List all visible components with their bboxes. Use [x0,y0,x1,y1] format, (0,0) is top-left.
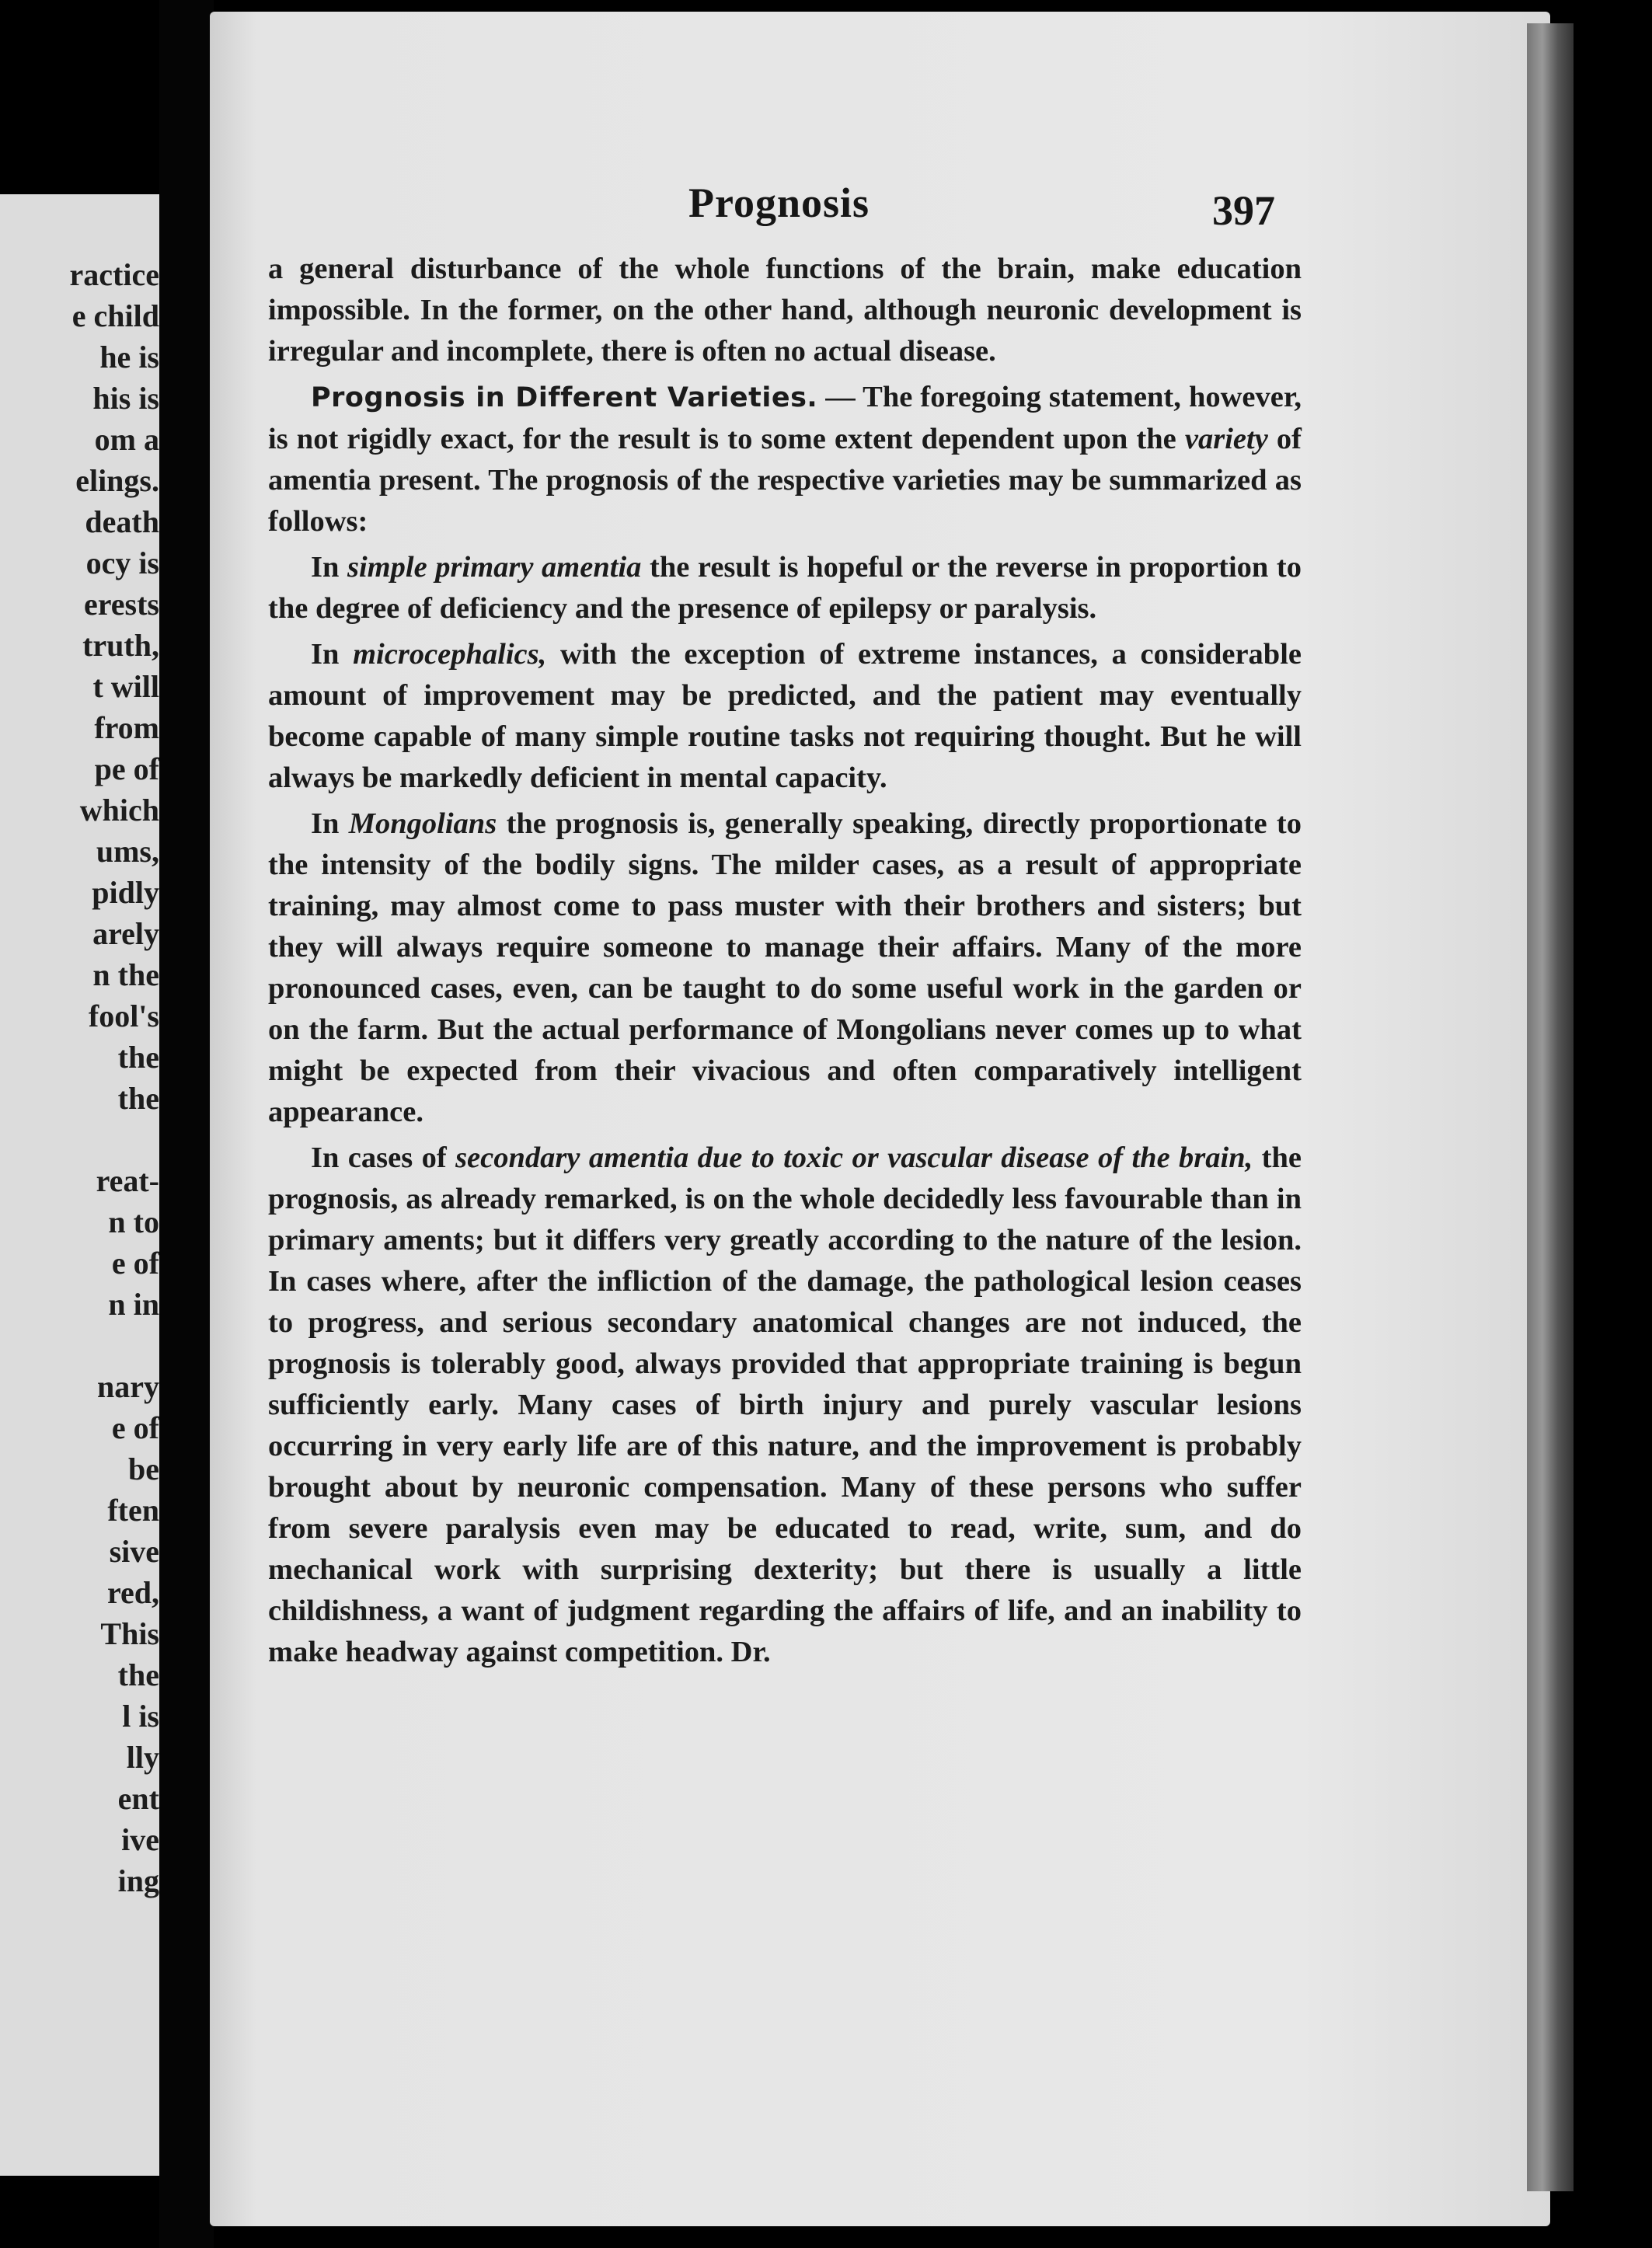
left-page-line: e child [71,298,159,333]
paragraph-text: the prognosis is, generally speaking, directly proportionate to the intensity of the bodily signs. The milder cases, as a result of appropriate training, may almost come to pass muster with their brothers and sisters; but they will always require someone to manage their affairs. Many of the more pronounced cases, even, can be taught to do some useful work in the garden or on the farm. But the actual performance of Mongolians never comes up to what might be expected from their vivacious and often comparatively intelligent appearance. [268,807,1302,1128]
left-page-line: the [117,1081,159,1116]
left-page-line: nary [97,1369,159,1404]
emphasis-text: microcephalics, [353,638,547,671]
emphasis-text: variety [1184,423,1268,455]
paragraph-text: with the exception of extreme instances, a considerable amount of improvement may be predicted, and the patient may eventually become capable of many simple routine tasks not requiring thought. But he will always be markedly deficient in mental capacity. [268,638,1302,794]
paragraph-2 [268,377,1302,542]
paragraph-1 [268,249,1302,372]
paragraph-5 [268,803,1302,1133]
left-page-line: reat- [96,1163,159,1198]
left-page-line: ive [121,1822,159,1857]
paragraph-6 [268,1138,1302,1673]
paragraph-text: The foregoing statement, however, is not rigidly exact, for the result is to some extent dependent upon the [268,381,1302,455]
paragraph-text: In [311,551,347,584]
left-page-line: he is [99,340,159,375]
left-facing-page [0,194,159,2176]
left-page-line: l is [122,1699,159,1734]
page-edge [1527,23,1574,2191]
left-page-line: fool's [88,999,159,1033]
left-page-line: the [117,1040,159,1075]
book-gutter [159,0,214,2248]
left-page-line: red, [106,1575,159,1610]
section-heading: Prognosis in Different Varieties. [311,382,818,413]
heading-dash: — [817,381,863,413]
paragraph-3 [268,547,1302,629]
left-page-line: his is [92,381,159,416]
left-page-line: This [100,1616,159,1651]
running-head: Prognosis [688,179,870,226]
left-page-line: the [117,1657,159,1692]
left-page-line: ften [107,1493,159,1528]
left-page-line: ractice [69,257,159,292]
paragraph-text: of amentia present. The prognosis of the respective varieties may be summarized as follows: [268,423,1302,538]
left-page-line: death [85,504,159,539]
body-text [268,249,1302,1678]
emphasis-text: simple primary amentia [347,551,642,584]
left-page-line: e of [111,1410,159,1445]
left-page-line: arely [92,916,159,951]
paragraph-text: In [311,807,349,840]
left-page-line: which [79,793,159,828]
emphasis-text: Mongolians [348,807,497,840]
left-page-line: be [128,1452,159,1486]
left-page-line: ocy is [85,545,159,580]
left-page-line: from [94,710,159,745]
left-page-line: sive [109,1534,159,1569]
paragraph-text: a general disturbance of the whole functions of the brain, make education impossible. In the former, on the other hand, although neuronic development is irregular and incomplete, there is often no actual disease. [268,253,1302,368]
left-page-line: e of [111,1246,159,1281]
paragraph-text: the result is hopeful or the reverse in proportion to the degree of deficiency and the presence of epilepsy or paralysis. [268,551,1302,625]
left-page-line: elings. [75,463,159,498]
left-page-line: pidly [92,875,159,910]
left-page-line: ums, [96,834,159,869]
emphasis-text: secondary amentia due to toxic or vascular disease of the brain, [455,1141,1253,1174]
left-page-line: t will [92,669,159,704]
left-page-line: erests [84,587,159,622]
left-page-line: ing [117,1863,159,1898]
left-page-line: truth, [82,628,159,663]
left-page-line: n to [108,1204,159,1239]
left-page-line: pe of [94,751,159,786]
left-page-line: ent [117,1781,159,1816]
paragraph-text: In cases of [311,1141,456,1174]
paragraph-text: the prognosis, as already remarked, is on the whole decidedly less favourable than in primary aments; but it differs very greatly according to the nature of the lesion. In cases where, after the infliction of the damage, the pathological lesion ceases to progress, and serious secondary anatomical changes are not induced, the prognosis is tolerably good, always provided that appropriate training is begun sufficiently early. Many cases of birth injury and purely vascular lesions occurring in very early life are of this nature, and the improvement is probably brought about by neuronic compensation. Many of these persons who suffer from severe paralysis even may be educated to read, write, sum, and do mechanical work with surprising dexterity; but there is usually a little childishness, a want of judgment regarding the affairs of life, and an inability to make headway against competition. Dr. [268,1141,1302,1668]
left-page-line: om a [94,422,159,457]
paragraph-text: In [311,638,354,671]
left-page-line: n the [92,957,159,992]
paragraph-4 [268,634,1302,799]
left-page-line: lly [126,1740,159,1775]
left-page-line: n in [108,1287,159,1322]
page-number: 397 [1212,187,1275,234]
